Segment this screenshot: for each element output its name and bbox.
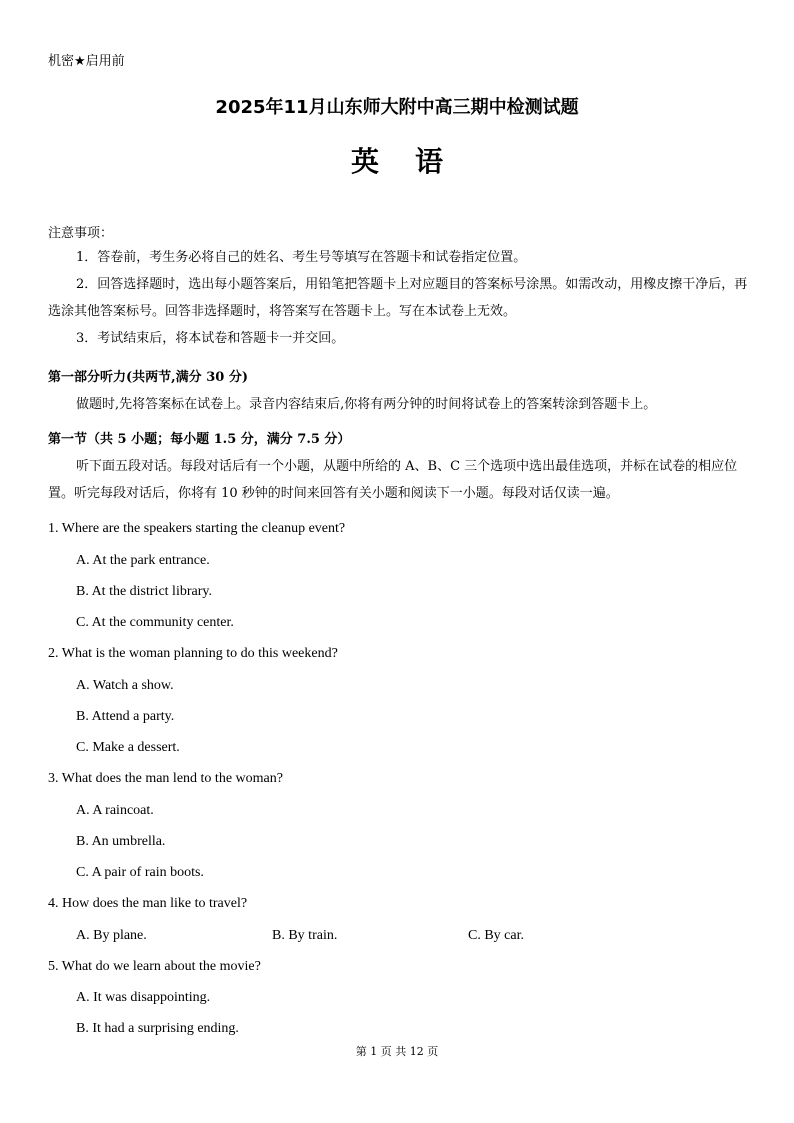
page-number: 第 1 页 共 12 页 xyxy=(355,1045,439,1058)
notice-item-1: 1．答卷前，考生务必将自己的姓名、考生号等填写在答题卡和试卷指定位置。 xyxy=(76,250,527,265)
exam-title: 2025年11月山东师大附中高三期中检测试题 xyxy=(215,97,579,118)
q3-option-c: C. A pair of rain boots. xyxy=(76,865,204,880)
question-3: 3. What does the man lend to the woman? xyxy=(48,771,283,786)
part1-instruction: 做题时,先将答案标在试卷上。录音内容结束后,你将有两分钟的时间将试卷上的答案转涂到答题卡上。 xyxy=(76,397,657,412)
q5-option-a: A. It was disappointing. xyxy=(76,990,211,1005)
q1-option-c: C. At the community center. xyxy=(76,615,234,630)
section1-instruction: 听下面五段对话。每段对话后有一个小题，从题中所给的 A、B、C 三个选项中选出最佳选项，并标在试卷的相应位置。听完每段对话后，你将有 10 秒钟的时间来回答有关小题和阅读下一小题。每段对话仅读一遍。 xyxy=(48,459,738,501)
question-2: 2. What is the woman planning to do this weekend? xyxy=(48,646,338,661)
q3-option-b: B. An umbrella. xyxy=(76,834,166,849)
notice-item-3: 3．考试结束后，将本试卷和答题卡一并交回。 xyxy=(76,331,345,346)
part1-heading: 第一部分听力(共两节,满分 30 分) xyxy=(48,370,248,385)
subject-title: 英语 xyxy=(350,145,479,178)
question-5: 5. What do we learn about the movie? xyxy=(48,959,261,974)
q1-option-b: B. At the district library. xyxy=(76,584,212,599)
notice-heading: 注意事项： xyxy=(48,226,114,241)
q2-option-a: A. Watch a show. xyxy=(76,678,174,693)
notice-item-2: 2．回答选择题时，选出每小题答案后，用铅笔把答题卡上对应题目的答案标号涂黑。如需改动，用橡皮擦干净后，再选涂其他答案标号。回答非选择题时，将答案写在答题卡上。写在本试卷上无效。 xyxy=(48,277,748,319)
q4-option-b: B. By train. xyxy=(272,928,338,943)
q4-option-c: C. By car. xyxy=(468,928,524,943)
q2-option-c: C. Make a dessert. xyxy=(76,740,180,755)
q1-option-a: A. At the park entrance. xyxy=(76,553,210,568)
q4-option-a: A. By plane. xyxy=(76,928,147,943)
confidential-label: 机密★启用前 xyxy=(48,54,125,69)
q5-option-b: B. It had a surprising ending. xyxy=(76,1021,239,1036)
question-1: 1. Where are the speakers starting the cleanup event? xyxy=(48,521,346,536)
q3-option-a: A. A raincoat. xyxy=(76,803,154,818)
section1-heading: 第一节（共 5 小题；每小题 1.5 分，满分 7.5 分） xyxy=(48,432,351,447)
q2-option-b: B. Attend a party. xyxy=(76,709,175,724)
question-4: 4. How does the man like to travel? xyxy=(48,896,248,911)
